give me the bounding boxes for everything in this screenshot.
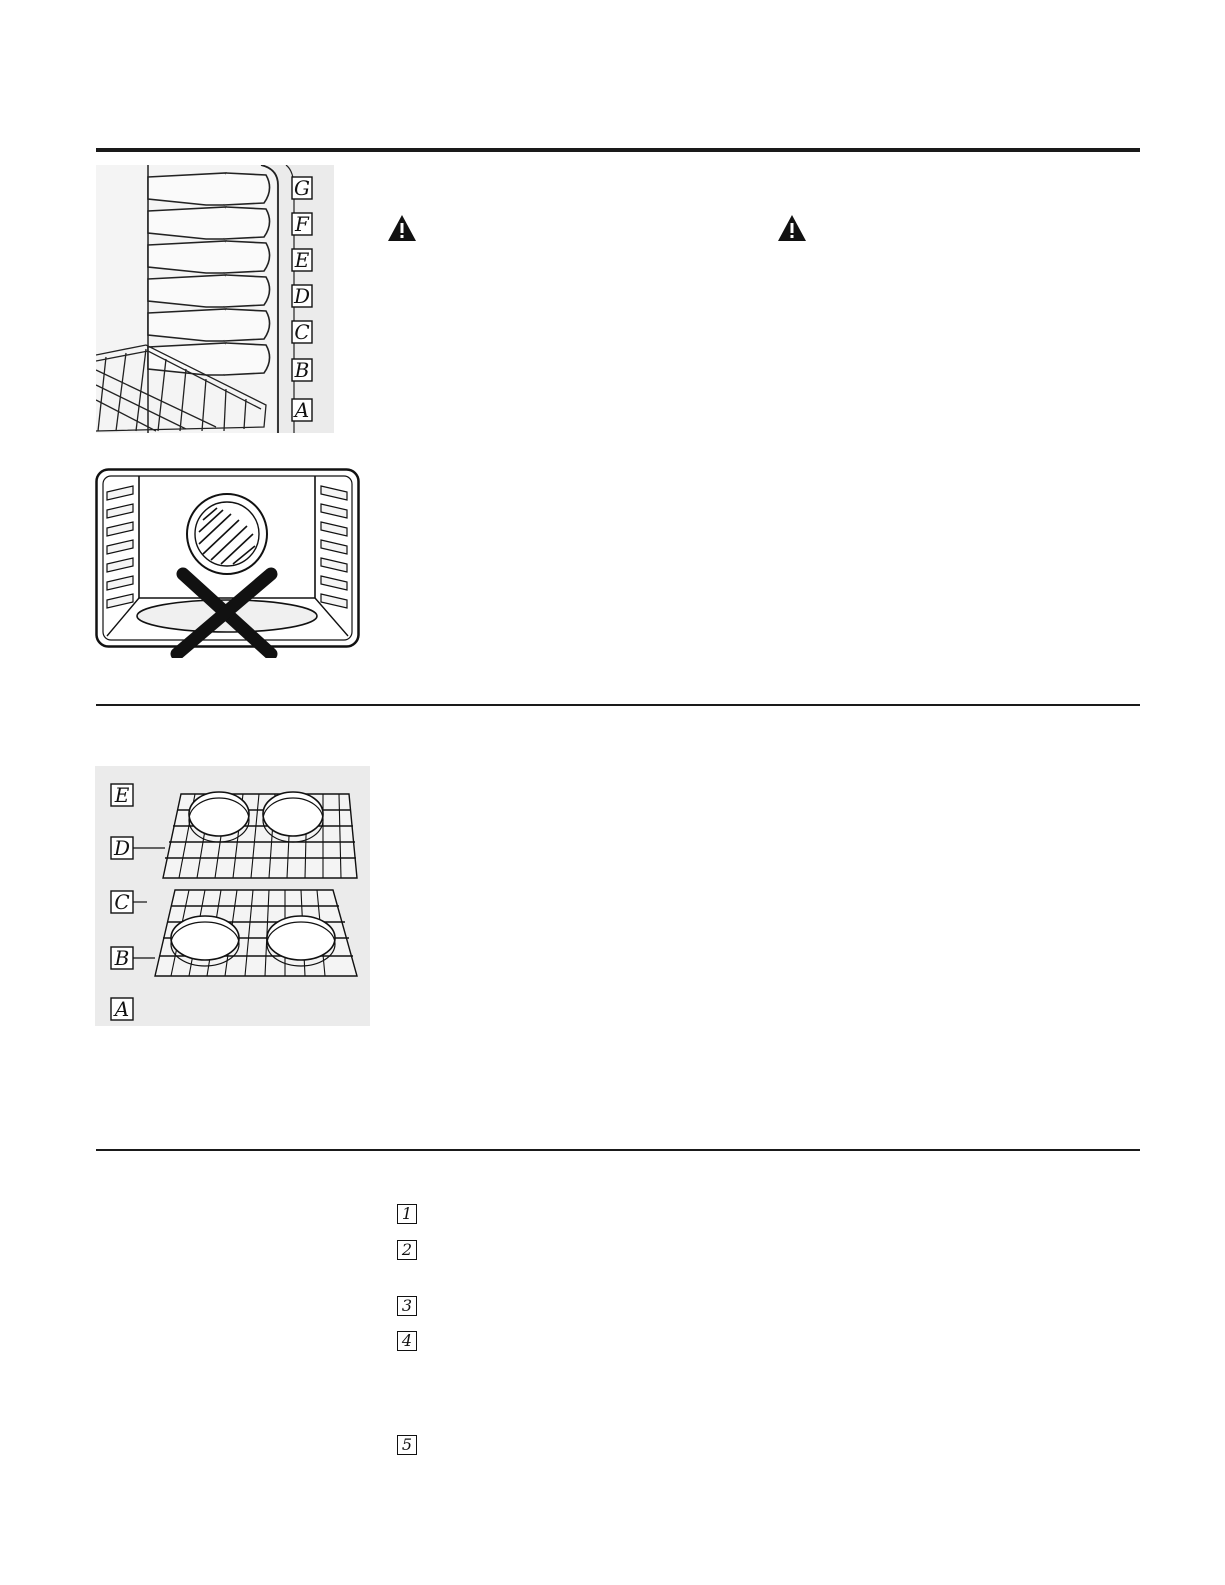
- rack-label-d: D: [293, 284, 311, 308]
- multi-rack-baking-figure: [95, 766, 370, 1026]
- rack-label-d: D: [113, 836, 131, 860]
- rack-label-f: F: [295, 212, 309, 236]
- step-number-5: 5: [397, 1435, 417, 1455]
- rack-label-a: A: [114, 997, 130, 1021]
- rack-label-c: C: [114, 890, 130, 914]
- rack-label-e: E: [294, 248, 310, 272]
- step-number-1: 1: [397, 1204, 417, 1224]
- rack-label-b: B: [294, 358, 310, 382]
- rack-label-a: A: [294, 398, 310, 422]
- rack-label-c: C: [294, 320, 310, 344]
- rack-label-e: E: [114, 783, 130, 807]
- oven-bottom-not-allowed-figure: [95, 468, 360, 658]
- step-number-4: 4: [397, 1331, 417, 1351]
- section-rule-1: [96, 704, 1140, 706]
- warning-triangle-icon: [387, 214, 417, 242]
- rack-label-g: G: [294, 176, 310, 200]
- top-rule: [96, 148, 1140, 152]
- rack-label-b: B: [114, 946, 130, 970]
- step-number-3: 3: [397, 1296, 417, 1316]
- rack-positions-figure: [96, 165, 334, 433]
- section-rule-2: [96, 1149, 1140, 1151]
- warning-triangle-icon: [777, 214, 807, 242]
- step-number-2: 2: [397, 1240, 417, 1260]
